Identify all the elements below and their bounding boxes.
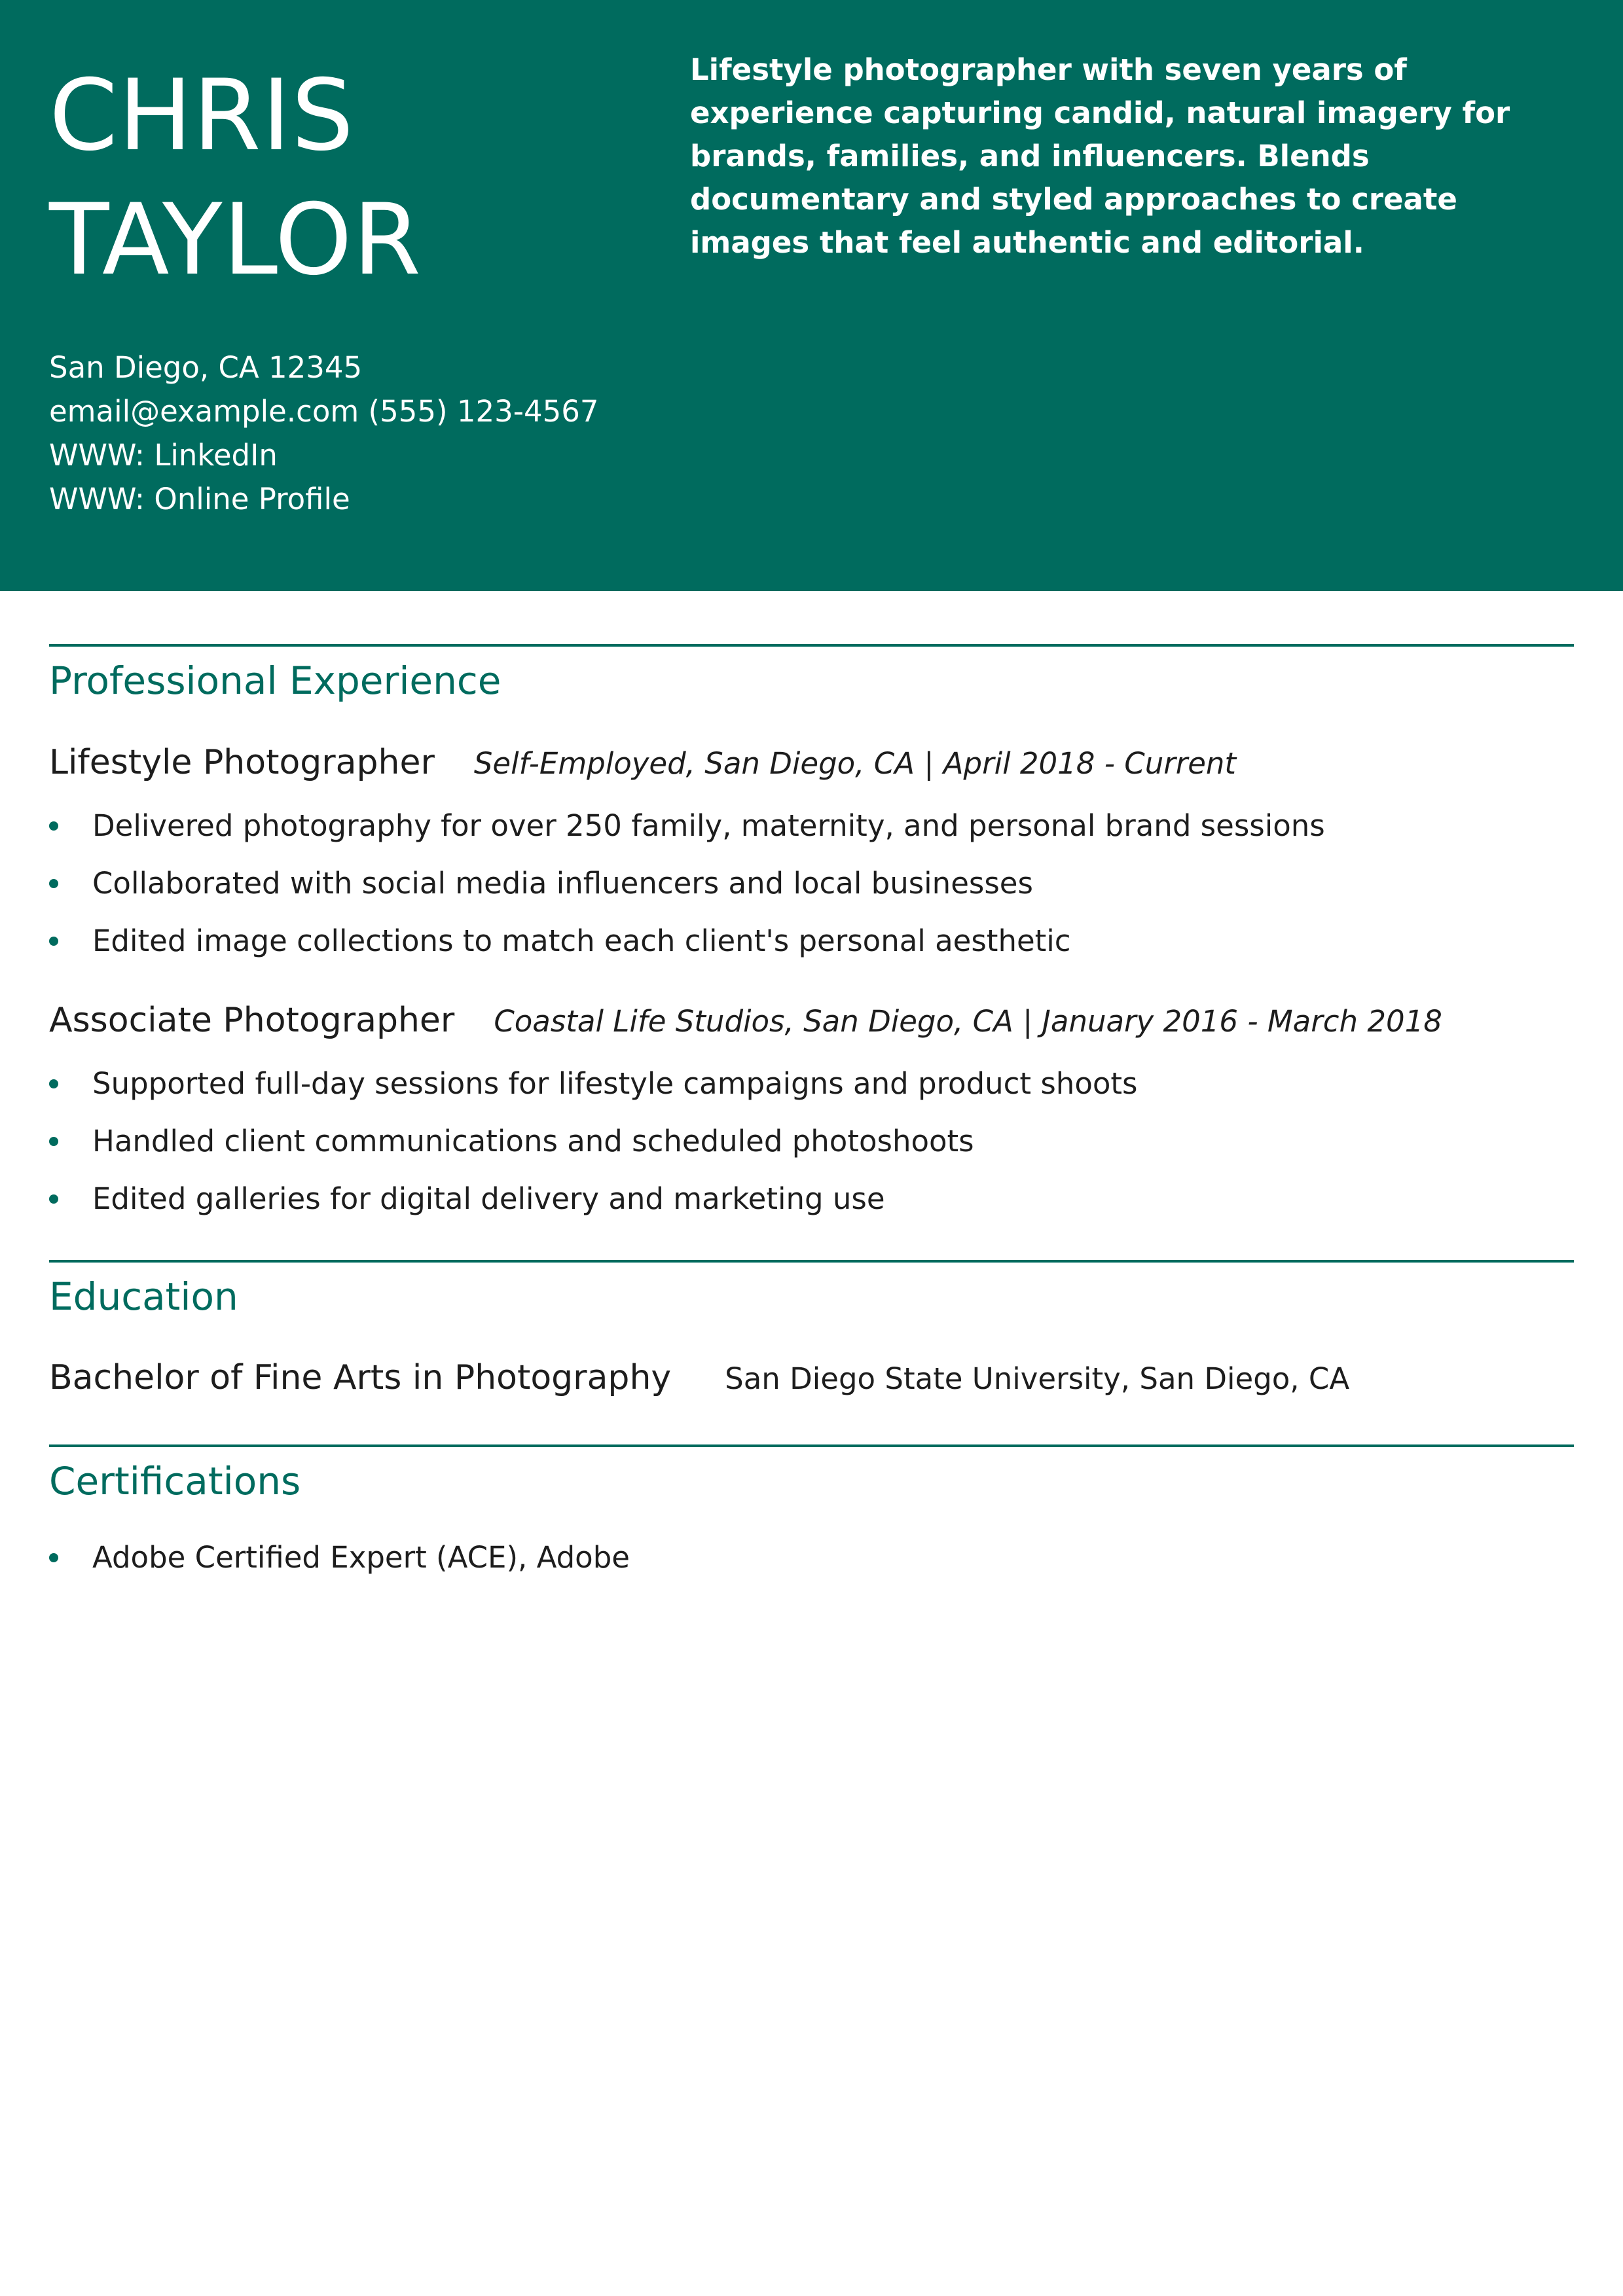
bullet-text: Collaborated with social media influencers and local businesses (92, 866, 1033, 901)
contact-address: San Diego, CA 12345 (49, 350, 363, 385)
list-item (49, 1170, 1137, 1228)
list-item (49, 1113, 1137, 1170)
bullet-text: Supported full-day sessions for lifestyle campaigns and product shoots (92, 1066, 1138, 1101)
education-heading: Education (49, 1274, 238, 1319)
job-1-bullets (49, 797, 1325, 970)
bullet-icon (49, 1137, 58, 1146)
job-1-meta (474, 746, 1236, 781)
job-2-bullets (49, 1055, 1137, 1228)
education-degree: Bachelor of Fine Arts in Photography (49, 1358, 672, 1397)
job-2-header (49, 997, 1442, 1051)
list-item (49, 855, 1325, 912)
bullet-text: Edited galleries for digital delivery and marketing use (92, 1181, 885, 1216)
bullet-icon (49, 1194, 58, 1204)
certifications-heading: Certifications (49, 1459, 301, 1503)
list-item (49, 1529, 630, 1587)
bullet-icon (49, 937, 58, 946)
contact-linkedin-link[interactable]: WWW: LinkedIn (49, 438, 278, 473)
last-name: TAYLOR (49, 183, 422, 297)
job-2-company: Coastal Life Studios (494, 1004, 785, 1039)
resume-header (0, 0, 1623, 591)
bullet-text: Delivered photography for over 250 family, maternity, and personal brand sessions (92, 808, 1325, 843)
bullet-icon (49, 821, 58, 831)
experience-heading: Professional Experience (49, 658, 501, 703)
section-divider (49, 1260, 1574, 1263)
list-item (49, 912, 1325, 970)
job-2-details: , San Diego, CA | January 2016 - March 2018 (784, 1004, 1442, 1039)
job-1-details: , San Diego, CA | April 2018 - Current (685, 746, 1237, 781)
job-2-title: Associate Photographer (49, 1001, 455, 1040)
certifications-list (49, 1529, 630, 1587)
job-1-header (49, 740, 1236, 793)
bullet-text: Adobe Certified Expert (ACE), Adobe (92, 1540, 630, 1575)
bullet-text: Edited image collections to match each client's personal aesthetic (92, 924, 1071, 958)
job-1-company: Self-Employed (473, 746, 686, 781)
contact-email-phone: email@example.com (555) 123-4567 (49, 394, 599, 429)
section-divider (49, 1444, 1574, 1447)
professional-summary: Lifestyle photographer with seven years of experience capturing candid, natural imagery for brands, families, and influencers. Blends documentary and styled approaches to create images that feel authentic and editorial. (690, 52, 1510, 260)
first-name: CHRIS (49, 59, 355, 173)
education-school: San Diego State University, San Diego, CA (725, 1361, 1350, 1396)
bullet-icon (49, 1553, 58, 1562)
bullet-icon (49, 1079, 58, 1088)
job-1-title: Lifestyle Photographer (49, 743, 435, 782)
contact-block (49, 346, 598, 521)
bullet-icon (49, 879, 58, 888)
list-item (49, 1055, 1137, 1113)
list-item (49, 797, 1325, 855)
candidate-name (49, 54, 638, 302)
job-2-meta (494, 1004, 1442, 1039)
education-entry (49, 1355, 1349, 1408)
bullet-text: Handled client communications and scheduled photoshoots (92, 1124, 974, 1158)
section-divider (49, 644, 1574, 647)
contact-profile-link[interactable]: WWW: Online Profile (49, 482, 350, 516)
